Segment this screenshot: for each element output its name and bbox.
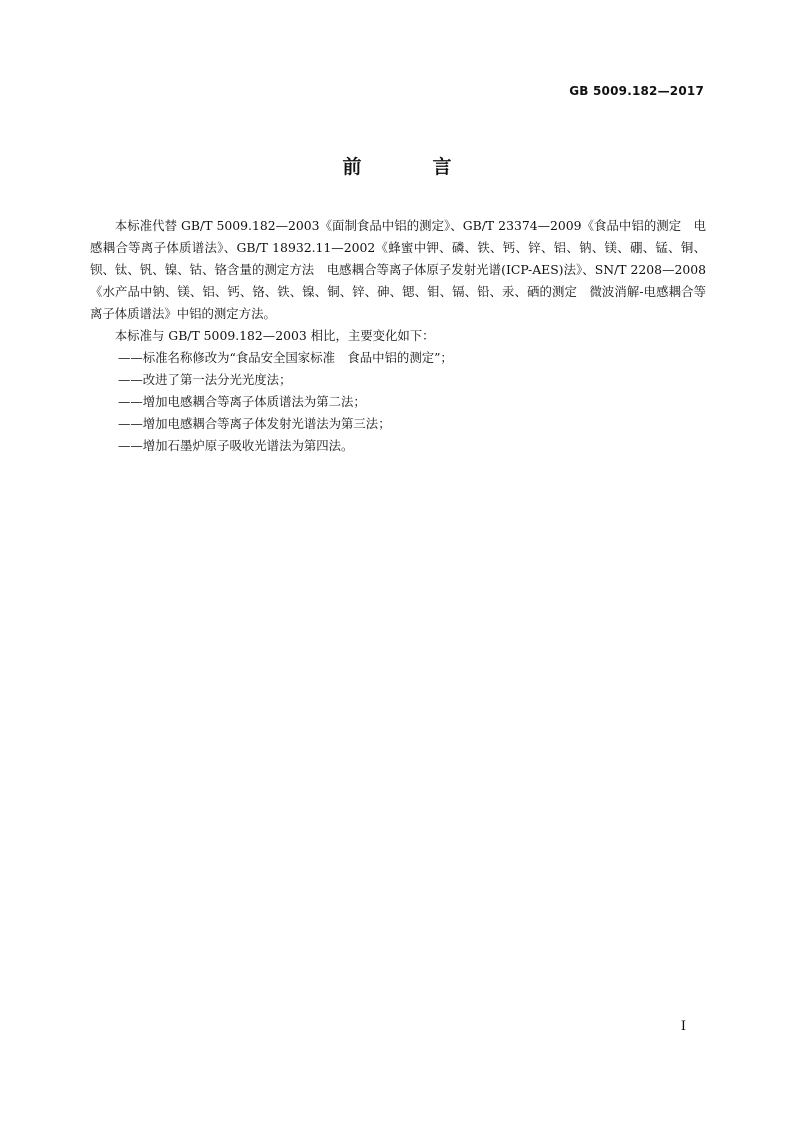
foreword-paragraph-replacement: 本标准代替 GB/T 5009.182—2003《面制食品中铝的测定》、GB/T 23374—2009《食品中铝的测定 电感耦合等离子体质谱法》、GB/T 18932.11—2002《蜂蜜中钾、磷、铁、钙、锌、铝、钠、镁、硼、锰、铜、钡、钛、钒、镍、钴、铬含量的测定方法 电感耦合等离子体原子发射光谱(ICP-AES)法》、SN/T 2208—2008《水产品中钠、镁、铝、钙、铬、铁、镍、铜、锌、砷、锶、钼、镉、铅、汞、硒的测定 微波消解-电感耦合等离子体质谱法》中铝的测定方法。 [90, 218, 706, 321]
standard-code: GB 5009.182—2017 [569, 84, 704, 98]
change-list-item: ——增加电感耦合等离子体质谱法为第二法； [118, 394, 366, 409]
change-list-item: ——改进了第一法分光光度法； [118, 372, 292, 387]
foreword-content [90, 215, 706, 457]
page-number: I [680, 1019, 686, 1034]
change-list-item: ——增加电感耦合等离子体发射光谱法为第三法； [118, 416, 391, 431]
change-list-item: ——标准名称修改为“食品安全国家标准 食品中铝的测定”； [118, 350, 453, 365]
foreword-paragraph-changes-intro: 本标准与 GB/T 5009.182—2003 相比，主要变化如下： [114, 328, 435, 343]
change-list-item: ——增加石墨炉原子吸收光谱法为第四法。 [118, 438, 354, 453]
page-title: 前 言 [342, 156, 478, 178]
